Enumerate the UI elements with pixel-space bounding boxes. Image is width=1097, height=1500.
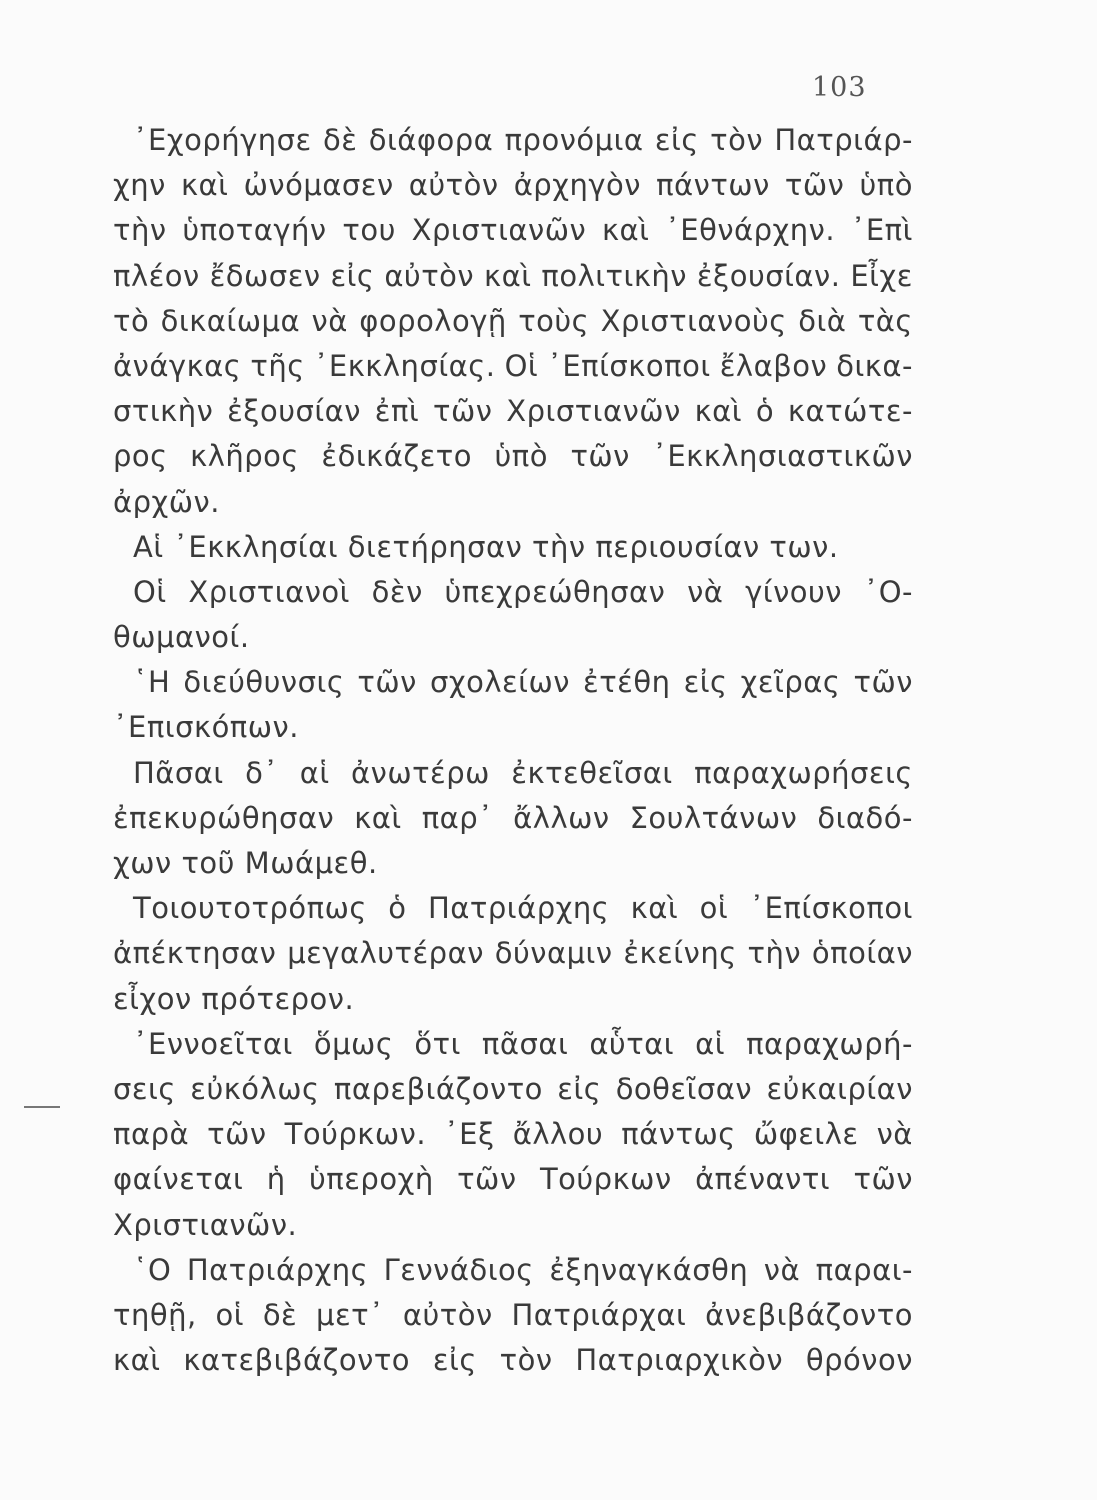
- word: σεις: [113, 1071, 176, 1106]
- word: τὸ: [113, 303, 150, 338]
- word: τῶν: [853, 1162, 913, 1197]
- word: διαδό-: [817, 800, 913, 835]
- word: φαίνεται: [113, 1162, 244, 1197]
- word: αἱ: [695, 1026, 726, 1061]
- word: ᾿Εκκλησίαι: [173, 529, 348, 564]
- word: ἀρχῶν.: [113, 484, 220, 519]
- word: ἀπέκτησαν: [113, 936, 277, 971]
- word: ἐπεκυρώθησαν: [113, 800, 335, 835]
- word: νὰ: [687, 574, 724, 609]
- text-line: [113, 1293, 913, 1338]
- word: ᾿Εχορήγησε: [133, 123, 312, 157]
- word: τοὺς: [518, 303, 590, 338]
- word: γίνουν: [745, 574, 842, 609]
- text-line: [113, 1157, 913, 1202]
- word: καὶ: [113, 1343, 161, 1378]
- word: Πατριάρχαι: [511, 1297, 687, 1332]
- word: δικαίωμα: [160, 303, 301, 338]
- word: ὤφειλε: [753, 1117, 859, 1152]
- word: Χριστιανῶν: [506, 394, 681, 429]
- body-text: [113, 118, 913, 1383]
- word: εἰς: [330, 258, 375, 293]
- word: ὁ: [755, 394, 775, 429]
- word: σχολείων: [429, 665, 570, 700]
- word: παρὰ: [113, 1117, 190, 1152]
- word: ὅμως: [313, 1026, 394, 1061]
- word: ᾿Επὶ: [850, 213, 913, 248]
- word: ὑπεχρεώθησαν: [444, 574, 666, 609]
- word: Πατριάρχης: [186, 1252, 369, 1287]
- word: αὐτὸν: [384, 258, 475, 293]
- word: οἱ: [699, 891, 729, 926]
- word: τὸν: [710, 123, 764, 157]
- word: ἀπέναντι: [695, 1162, 831, 1197]
- word: ἐκείνης: [623, 936, 737, 971]
- word: ὁποίαν: [811, 936, 913, 971]
- word: παρ᾿: [421, 800, 494, 835]
- text-line: [113, 480, 913, 525]
- text-line: [113, 344, 913, 389]
- text-line: [113, 1203, 913, 1248]
- word: Χριστιανῶν.: [113, 1207, 298, 1242]
- word: ἀνεβιβάζοντο: [705, 1297, 913, 1332]
- word: Πᾶσαι: [133, 755, 224, 790]
- word: τὸν: [499, 1343, 553, 1378]
- word: εἰς: [683, 665, 728, 700]
- word: ᾿Ο-: [863, 574, 913, 609]
- text-line: [113, 1112, 913, 1157]
- word: καὶ: [694, 394, 743, 429]
- word: νὰ: [763, 1252, 801, 1287]
- text-line: [113, 254, 913, 299]
- text-line: [113, 299, 913, 344]
- word: δὲ: [323, 123, 358, 157]
- word: ὑπὸ: [494, 439, 548, 474]
- word: δ᾿: [245, 755, 279, 790]
- word: ρος: [113, 439, 168, 474]
- word: ᾿Εθνάρχην.: [665, 213, 836, 248]
- word: ἔδωσεν: [209, 258, 321, 293]
- word: ἐτέθη: [583, 665, 671, 700]
- word: Χριστιανῶν: [411, 213, 587, 248]
- word: κατεβιβάζοντο: [183, 1343, 411, 1378]
- text-line: [113, 389, 913, 434]
- word: τῶν: [207, 1117, 267, 1152]
- word: κλῆρος: [190, 439, 299, 474]
- text-line: [113, 1067, 913, 1112]
- word: Οἱ: [504, 348, 539, 383]
- word: χων: [113, 846, 182, 880]
- word: νὰ: [311, 303, 348, 338]
- text-line: [113, 570, 913, 615]
- text-line: [113, 751, 913, 796]
- word: Πατριάρχης: [427, 891, 610, 926]
- word: ἐξουσίαν.: [696, 258, 841, 293]
- word: ὠνόμασεν: [243, 168, 394, 203]
- word: ἐξουσίαν: [227, 394, 361, 429]
- word: καὶ: [630, 891, 679, 926]
- word: δύναμιν: [494, 936, 613, 971]
- word: παραι-: [815, 1252, 913, 1287]
- word: αὗται: [589, 1026, 675, 1061]
- word: ἐδικάζετο: [321, 439, 473, 474]
- text-line: [113, 525, 913, 570]
- word: παραχωρήσεις: [694, 755, 913, 790]
- word: Πατριαρχικὸν: [575, 1343, 784, 1378]
- text-line: [113, 208, 913, 253]
- word: εὐκαιρίαν: [766, 1071, 913, 1106]
- word: ὁ: [388, 891, 407, 926]
- word: Τούρκων: [539, 1162, 672, 1197]
- word: καὶ: [601, 213, 650, 248]
- word: ῾Η: [133, 665, 171, 700]
- word: Τούρκων.: [284, 1117, 427, 1152]
- word: περιουσίαν: [595, 529, 770, 564]
- word: παρεβιάζοντο: [333, 1071, 543, 1106]
- word: φορολογῇ: [359, 303, 507, 338]
- word: ὑποταγήν: [182, 213, 327, 248]
- word: Πατριάρ-: [774, 123, 913, 157]
- word: παραχωρή-: [746, 1026, 913, 1061]
- word: τηθῇ,: [113, 1297, 197, 1332]
- text-line: [113, 841, 913, 886]
- word: Αἱ: [133, 529, 174, 564]
- word: θωμανοί.: [113, 620, 250, 655]
- word: Σουλτάνων: [629, 800, 798, 835]
- word: ἀνάγκας: [113, 348, 242, 383]
- word: Οἱ: [133, 574, 167, 609]
- text-line: [113, 163, 913, 208]
- word: ᾿Επισκόπων.: [113, 710, 299, 745]
- word: ἔλαβον: [719, 348, 828, 383]
- text-line: [113, 1338, 913, 1383]
- word: τὰς: [857, 303, 913, 338]
- word: Τοιουτοτρόπως: [133, 891, 367, 926]
- word: ὅτι: [414, 1026, 461, 1061]
- text-line: [113, 977, 913, 1022]
- word: εἰς: [654, 123, 699, 157]
- word: εὐκόλως: [190, 1071, 320, 1106]
- word: πολιτικὴν: [541, 258, 687, 293]
- word: ᾿Εννοεῖται: [133, 1026, 293, 1061]
- text-line: [113, 931, 913, 976]
- word: δὲν: [371, 574, 423, 609]
- word: ᾿Επίσκοποι: [749, 891, 913, 926]
- word: καὶ: [180, 168, 229, 203]
- text-line: [113, 886, 913, 931]
- word: του: [342, 213, 396, 248]
- word: δικα-: [836, 348, 913, 383]
- word: νὰ: [876, 1117, 913, 1152]
- word: κατώτε-: [787, 394, 913, 429]
- word: χην: [113, 168, 166, 203]
- word: αἱ: [299, 755, 330, 790]
- word: διετήρησαν: [347, 529, 533, 564]
- word: ἡ: [266, 1162, 286, 1197]
- word: τὴν: [747, 936, 802, 971]
- word: εἰς: [557, 1071, 602, 1106]
- word: Εἶχε: [850, 258, 913, 293]
- word: αὐτὸν: [408, 168, 499, 203]
- word: τὴν: [113, 213, 167, 248]
- margin-mark: [24, 1106, 60, 1108]
- text-line: [113, 434, 913, 479]
- word: τῶν: [570, 439, 630, 474]
- word: ἄλλου: [512, 1117, 604, 1152]
- text-line: [113, 1248, 913, 1293]
- word: δοθεῖσαν: [615, 1071, 753, 1106]
- word: ἀρχηγὸν: [513, 168, 641, 203]
- word: πλέον: [113, 258, 200, 293]
- word: εἶχον: [113, 981, 202, 1016]
- word: ἐπὶ: [374, 394, 420, 429]
- word: των.: [769, 529, 839, 564]
- word: πάντων: [656, 168, 770, 203]
- word: χεῖρας: [740, 665, 841, 700]
- word: ᾿Εκκλησίας.: [313, 348, 496, 383]
- word: πρότερον.: [201, 981, 355, 1016]
- word: τῆς: [250, 348, 305, 383]
- word: μετ᾿: [316, 1297, 385, 1332]
- word: ᾿Επίσκοποι: [547, 348, 711, 383]
- text-line: [113, 1022, 913, 1067]
- word: θρόνον: [805, 1343, 913, 1378]
- word: Χριστιανοὶ: [188, 574, 350, 609]
- word: Μωάμεθ.: [244, 846, 378, 880]
- word: δὲ: [262, 1297, 298, 1332]
- text-line: [113, 796, 913, 841]
- word: τῶν: [433, 394, 493, 429]
- word: ᾿Εκκλησιαστικῶν: [652, 439, 913, 474]
- word: ὑπεροχὴ: [309, 1162, 434, 1197]
- word: Χριστιανοὺς: [600, 303, 787, 338]
- text-line: [113, 615, 913, 660]
- page-number: 103: [812, 72, 867, 103]
- word: διάφορα: [368, 123, 494, 157]
- word: μεγαλυτέραν: [287, 936, 484, 971]
- word: διεύθυνσις: [183, 665, 345, 700]
- word: εἰς: [432, 1343, 477, 1378]
- word: καὶ: [354, 800, 402, 835]
- word: καὶ: [483, 258, 532, 293]
- word: ᾿Εξ: [444, 1117, 495, 1152]
- text-line: [113, 660, 913, 705]
- word: οἱ: [215, 1297, 245, 1332]
- text-line: [113, 118, 913, 163]
- word: διὰ: [798, 303, 847, 338]
- word: ἐξηναγκάσθη: [549, 1252, 749, 1287]
- word: προνόμια: [504, 123, 644, 157]
- word: τῶν: [457, 1162, 517, 1197]
- word: αὐτὸν: [402, 1297, 493, 1332]
- word: στικὴν: [113, 394, 214, 429]
- word: ἀνωτέρω: [351, 755, 490, 790]
- word: ῾Ο: [133, 1252, 172, 1287]
- word: πᾶσαι: [481, 1026, 569, 1061]
- word: τῶν: [357, 665, 417, 700]
- word: ἐκτεθεῖσαι: [511, 755, 673, 790]
- text-line: [113, 705, 913, 750]
- word: τὴν: [532, 529, 596, 564]
- word: ὑπὸ: [859, 168, 913, 203]
- word: τοῦ: [181, 846, 245, 880]
- word: Γεννάδιος: [383, 1252, 534, 1287]
- word: τῶν: [784, 168, 845, 203]
- word: πάντως: [621, 1117, 736, 1152]
- word: ἄλλων: [513, 800, 610, 835]
- word: τῶν: [853, 665, 913, 700]
